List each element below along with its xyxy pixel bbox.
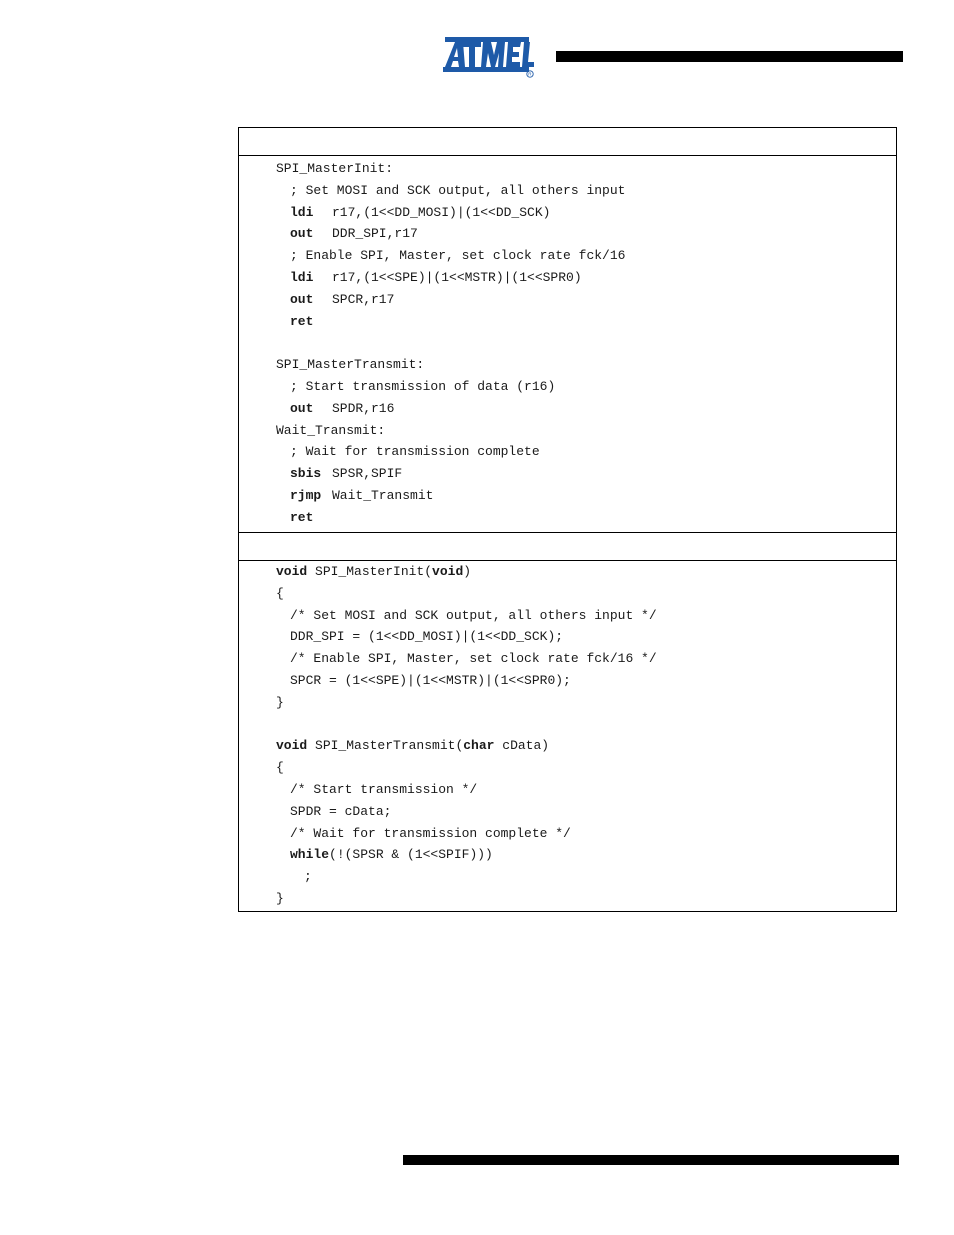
code-text: ) [463, 564, 472, 579]
c-caption-row [239, 532, 896, 561]
code-line [276, 202, 625, 224]
code-line [276, 844, 657, 866]
code-text: DDR_SPI,r17 [332, 226, 418, 242]
code-line [276, 823, 657, 845]
code-text: Wait_Transmit: [276, 422, 386, 438]
code-line [276, 289, 625, 311]
code-line [276, 670, 657, 692]
code-line [276, 561, 657, 583]
code-text: SPSR,SPIF [332, 466, 403, 482]
code-line [276, 485, 625, 507]
code-keyword: ldi [290, 204, 314, 220]
code-line [276, 779, 657, 801]
code-line [276, 888, 657, 910]
code-text: /* Set MOSI and SCK output, all others input */ [290, 607, 657, 623]
code-keyword: void [276, 738, 308, 754]
code-text: SPI_MasterInit( [307, 564, 433, 579]
code-line [276, 441, 625, 463]
atmel-logo [441, 33, 537, 79]
code-keyword: rjmp [290, 487, 322, 503]
code-keyword: sbis [290, 466, 322, 482]
code-line [276, 158, 625, 180]
code-line [276, 463, 625, 485]
code-line [276, 757, 657, 779]
code-text: { [276, 585, 284, 601]
c-code [276, 561, 657, 910]
footer-rule [403, 1155, 899, 1165]
code-line [276, 648, 657, 670]
code-line [276, 245, 625, 267]
code-text: { [276, 760, 284, 776]
assembly-caption-row [239, 128, 896, 156]
code-keyword: void [432, 564, 464, 579]
code-line [276, 332, 625, 354]
code-line [276, 180, 625, 202]
code-text: /* Wait for transmission complete */ [290, 825, 571, 841]
code-line [276, 735, 657, 757]
code-text: r17,(1<<SPE)|(1<<MSTR)|(1<<SPR0) [332, 269, 582, 285]
code-line [276, 583, 657, 605]
code-line [276, 692, 657, 714]
code-text: SPCR = (1<<SPE)|(1<<MSTR)|(1<<SPR0); [290, 672, 571, 688]
code-text: } [276, 890, 284, 906]
code-text: Wait_Transmit [332, 487, 434, 503]
header-rule [556, 51, 903, 62]
code-line [276, 605, 657, 627]
code-keyword: void [276, 564, 308, 579]
code-text: (!(SPSR & (1<<SPIF))) [329, 847, 493, 863]
code-text: SPI_MasterTransmit: [276, 357, 425, 373]
code-text: ; Start transmission of data (r16) [290, 378, 556, 394]
code-text: /* Enable SPI, Master, set clock rate fck/16 */ [290, 651, 657, 667]
logo-registered-mark: R [528, 71, 532, 77]
code-keyword: char [463, 738, 495, 754]
atmel-logo-icon [441, 33, 537, 79]
code-text: ; Enable SPI, Master, set clock rate fck/16 [290, 248, 626, 264]
code-text: ; [304, 869, 312, 885]
code-line [276, 866, 657, 888]
code-example-box [238, 127, 897, 912]
code-keyword: ldi [290, 269, 314, 285]
code-keyword: out [290, 291, 314, 307]
code-keyword: ret [290, 313, 314, 329]
code-text: r17,(1<<DD_MOSI)|(1<<DD_SCK) [332, 204, 551, 220]
code-keyword: ret [290, 509, 314, 525]
code-line [276, 398, 625, 420]
code-line [276, 223, 625, 245]
code-line [276, 354, 625, 376]
code-text: DDR_SPI = (1<<DD_MOSI)|(1<<DD_SCK); [290, 629, 564, 645]
code-text: ; Wait for transmission complete [290, 444, 540, 460]
code-line [276, 420, 625, 442]
code-line [276, 626, 657, 648]
code-keyword: out [290, 400, 314, 416]
code-line [276, 311, 625, 333]
code-line [276, 376, 625, 398]
code-text: SPDR,r16 [332, 400, 395, 416]
code-text: cData) [494, 738, 550, 754]
code-text: SPDR = cData; [290, 803, 392, 819]
code-line [276, 507, 625, 529]
code-line [276, 267, 625, 289]
code-keyword: while [290, 847, 330, 863]
code-line [276, 714, 657, 736]
assembly-code [276, 158, 625, 529]
code-text: SPCR,r17 [332, 291, 395, 307]
code-text: ; Set MOSI and SCK output, all others input [290, 182, 626, 198]
code-keyword: out [290, 226, 314, 242]
code-text: /* Start transmission */ [290, 781, 478, 797]
code-text: SPI_MasterTransmit( [307, 738, 464, 754]
code-line [276, 801, 657, 823]
code-text: SPI_MasterInit: [276, 161, 394, 176]
code-text: } [276, 694, 284, 710]
